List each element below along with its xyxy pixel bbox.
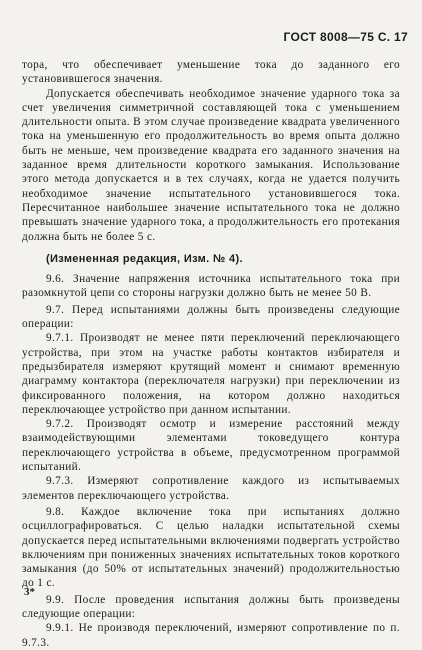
page-header: ГОСТ 8008—75 С. 17 [283,30,408,44]
page-footer-mark: 3* [24,586,35,598]
paragraph-9-8: 9.8. Каждое включение тока при испытаниях должно осциллографироваться. С целью наладки испытательной схемы допускается перед испытательными включениями подвергать устройство включениям при пониженных значениях испытательных токов короткого замыкания (до 50% от испытательных значений) продолжительностью до 1 с. [22,505,400,590]
paragraph-shock-current: Допускается обеспечивать необходимое значение ударного тока за счет увеличения симметричной составляющей тока с уменьшением длительности опыта. В этом случае произведение квадрата увеличенного тока на уменьшенную его продолжительность во время опыта должно быть не меньше, чем произведение квадрата его заданного значения на заданное время длительности короткого замыкания. Использование этого метода допускается и в тех случаях, когда не удается получить необходимое значение испытательного установившегося тока. Пересчитанное наибольшее значение испытательного тока не должно превышать значение ударного тока, а продолжительность его протекания должна быть не более 5 с. [22,87,400,243]
paragraph-continuation: тора, что обеспечивает уменьшение тока до заданного его установившегося значения. [22,59,400,86]
paragraph-9-7-1: 9.7.1. Производят не менее пяти переключений переключающего устройства, при этом на участке работы контактов избирателя и предызбирателя измеряют крутящий момент и снимают временную диаграмму контактора (переключателя нагрузки) при переключении из фиксированного положения, на котором должно находиться переключающее устройство при данном испытании. [22,332,400,416]
paragraph-9-6: 9.6. Значение напряжения источника испытательного тока при разомкнутой цепи со стороны нагрузки должно быть не менее 50 В. [22,273,400,300]
paragraph-9-9: 9.9. После проведения испытания должны быть произведены следующие операции: [22,593,400,620]
document-body [22,58,400,650]
paragraph-9-7-2: 9.7.2. Производят осмотр и измерение расстояний между взаимодействующими элементами токоведущего контура переключающего устройства в объеме, предусмотренном программой испытаний. [22,418,400,474]
paragraph-9-7: 9.7. Перед испытаниями должны быть произведены следующие операции: [22,303,400,331]
paragraph-9-7-3: 9.7.3. Измеряют сопротивление каждого из испытываемых элементов переключающего устройства. [22,475,400,502]
revision-note: (Измененная редакция, Изм. № 4). [46,252,243,265]
paragraph-9-9-1: 9.9.1. Не производя переключений, измеряют сопротивление по п. 9.7.3. [22,622,400,649]
